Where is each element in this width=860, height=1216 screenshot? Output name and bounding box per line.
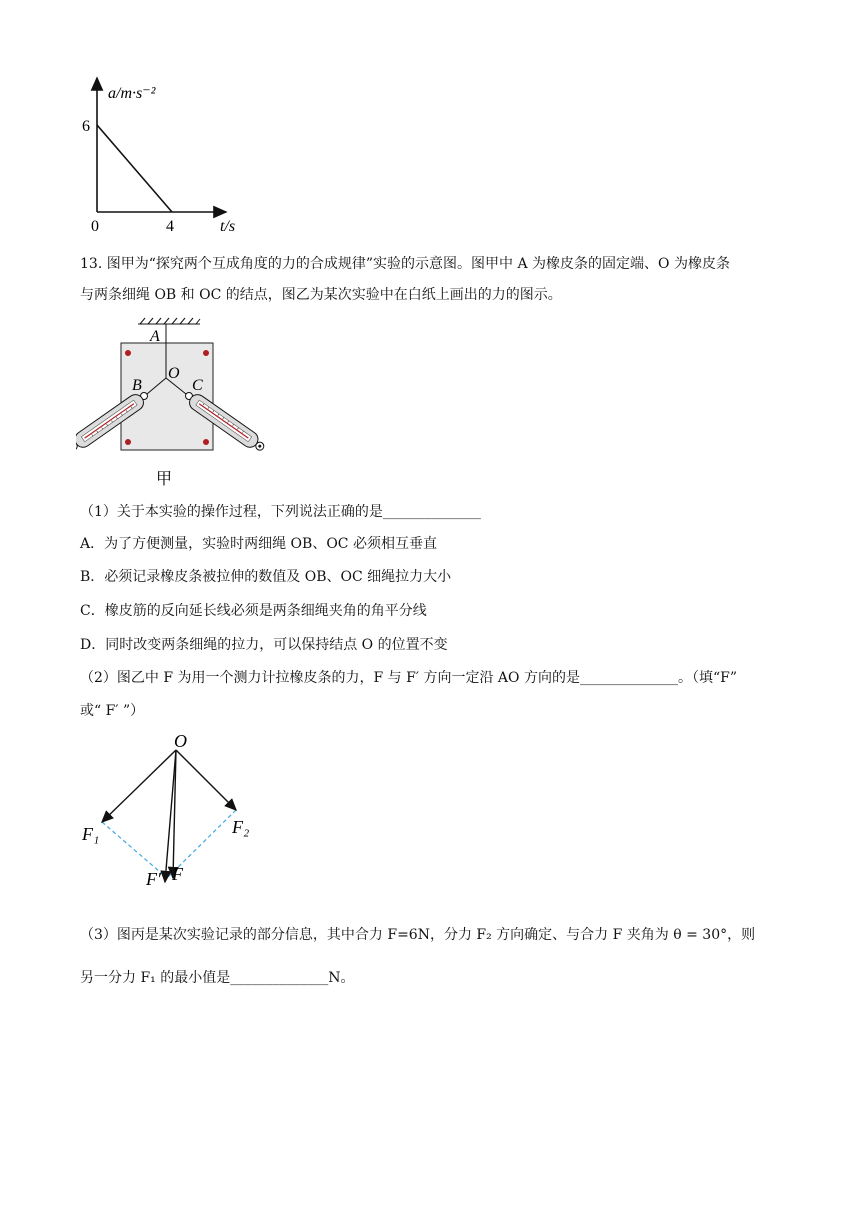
label-o: O: [174, 731, 187, 751]
label-f: F: [172, 864, 183, 884]
y-axis-label: a/m·s⁻²: [108, 85, 156, 102]
x-tick-label: 4: [166, 218, 174, 235]
label-b: B: [132, 377, 142, 394]
part2-line2: 或“ F′ ”）: [80, 703, 145, 719]
q13-line2: 与两条细绳 OB 和 OC 的结点，图乙为某次实验中在白纸上画出的力的图示。: [80, 287, 562, 303]
force-f1-arrow: [102, 750, 176, 822]
part2-line1: （2）图乙中 F 为用一个测力计拉橡皮条的力，F 与 F′ 方向一定沿 AO 方向的是______________。（填“F”: [80, 670, 737, 686]
ceiling-hatch: [138, 318, 200, 324]
label-fprime: F′: [146, 869, 161, 889]
part3-line2: 另一分力 F₁ 的最小值是______________N。: [80, 970, 355, 986]
q13-line1: 13. 图甲为“探究两个互成角度的力的合成规律”实验的示意图。图甲中 A 为橡皮条的固定端、O 为橡皮条: [80, 256, 730, 272]
peg: [125, 439, 131, 445]
figure-caption-jia: 甲: [156, 471, 173, 488]
peg: [203, 439, 209, 445]
peg: [125, 350, 131, 356]
label-o: O: [168, 365, 180, 382]
part1-option-b: B．必须记录橡皮条被拉伸的数值及 OB、OC 细绳拉力大小: [80, 569, 452, 585]
graph-line: [97, 125, 172, 212]
force-f2-arrow: [176, 750, 236, 810]
x-axis-label: t/s: [220, 218, 236, 235]
part3-line1: （3）图丙是某次实验记录的部分信息，其中合力 F=6N，分力 F₂ 方向确定、与合力 F 夹角为 θ = 30°，则: [80, 927, 756, 943]
label-c: C: [192, 377, 203, 394]
label-f1: F₁: [82, 824, 100, 844]
acceleration-time-graph: [70, 70, 270, 240]
part1-option-a: A．为了方便测量，实验时两细绳 OB、OC 必须相互垂直: [80, 536, 437, 552]
part1-option-d: D．同时改变两条细绳的拉力，可以保持结点 O 的位置不变: [80, 637, 448, 653]
part1-stem: （1）关于本实验的操作过程，下列说法正确的是______________: [80, 504, 481, 520]
figure-yi-force-diagram: [70, 730, 270, 890]
y-tick-label: 6: [82, 118, 90, 135]
peg: [203, 350, 209, 356]
origin-label: 0: [91, 218, 99, 235]
label-a: A: [150, 328, 160, 345]
part1-option-c: C．橡皮筋的反向延长线必须是两条细绳夹角的角平分线: [80, 603, 427, 619]
figure-jia: [76, 316, 266, 491]
label-f2: F₂: [232, 817, 250, 837]
